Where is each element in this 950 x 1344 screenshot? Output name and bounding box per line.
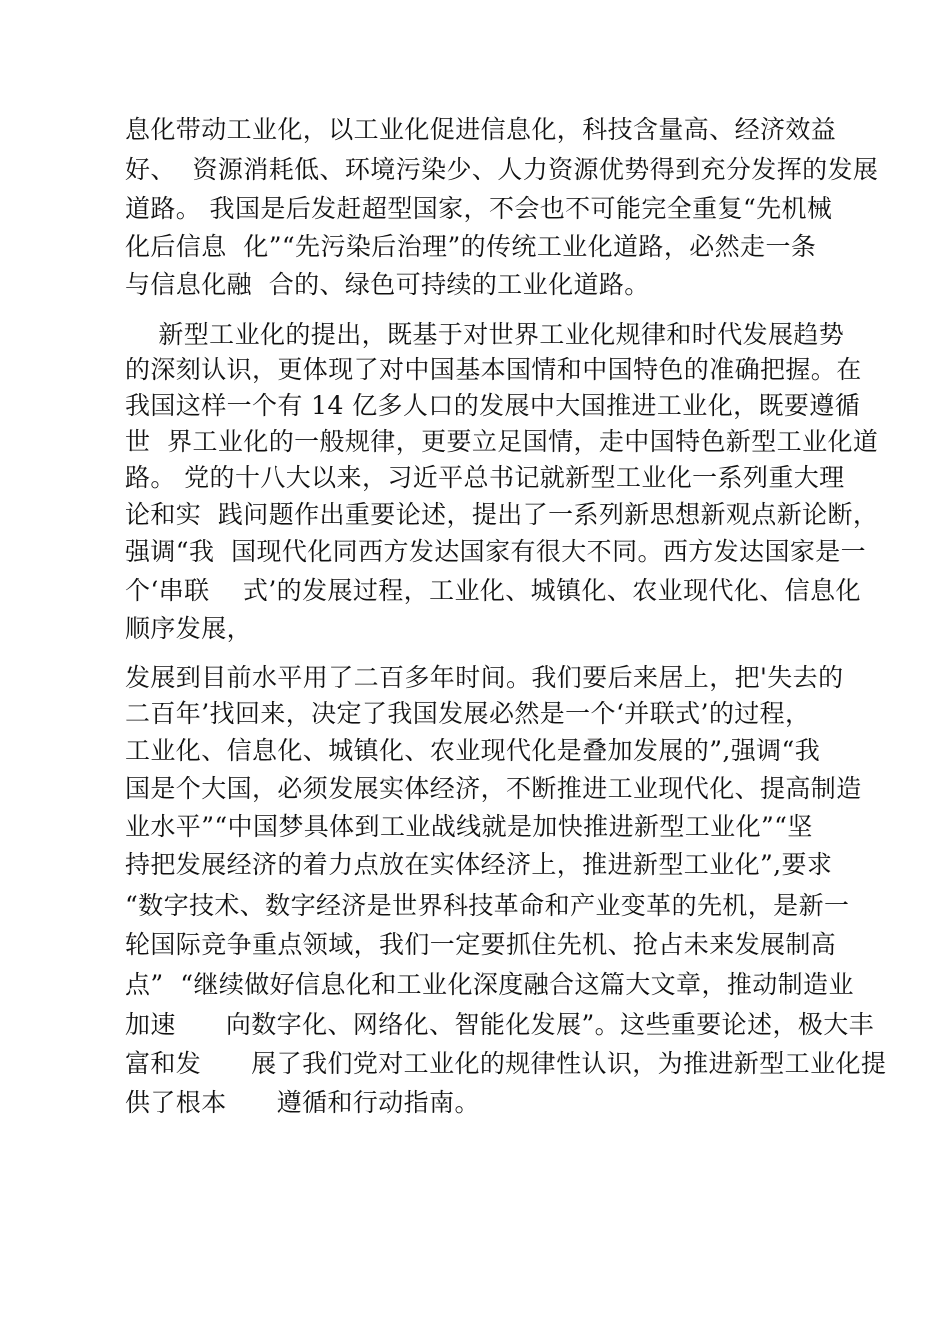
text-line: 发展到目前水平用了二百多年时间。我们要后来居上，把'失去的 (125, 663, 844, 692)
text-line: 息化带动工业化，以工业化促进信息化，科技含量高、经济效益 (125, 115, 837, 144)
text-line: “数字技术、数字经济是世界科技革命和产业变革的先机，是新一 (125, 891, 850, 920)
text-line: 世 界工业化的一般规律，更要立足国情，走中国特色新型工业化道 (125, 427, 879, 456)
text-line: 持把发展经济的着力点放在实体经济上，推进新型工业化”,要求 (125, 850, 833, 879)
text-line: 的深刻认识，更体现了对中国基本国情和中国特色的准确把握。在 (125, 355, 862, 384)
text-line: 工业化、信息化、城镇化、农业现代化是叠加发展的”,强调“我 (125, 736, 821, 765)
text-line: 个‘串联 式’的发展过程，工业化、城镇化、农业现代化、信息化 (125, 576, 861, 605)
text-line: 轮国际竞争重点领域，我们一定要抓住先机、抢占未来发展制高 (125, 930, 837, 959)
text-line: 加速 向数字化、网络化、智能化发展”。这些重要论述，极大丰 (125, 1010, 875, 1039)
text-line: 新型工业化的提出，既基于对世界工业化规律和时代发展趋势 (125, 320, 845, 349)
text-line: 化后信息 化”“先污染后治理”的传统工业化道路，必然走一条 (125, 232, 817, 261)
text-line: 好、 资源消耗低、环境污染少、人力资源优势得到充分发挥的发展 (125, 155, 879, 184)
text-line: 顺序发展， (125, 614, 253, 643)
text-line: 供了根本 遵循和行动指南。 (125, 1088, 480, 1117)
text-line: 富和发 展了我们党对工业化的规律性认识，为推进新型工业化提 (125, 1049, 887, 1078)
text-line: 道路。 我国是后发赶超型国家，不会也不可能完全重复“先机械 (125, 194, 833, 223)
text-line: 与信息化融 合的、绿色可持续的工业化道路。 (125, 270, 650, 299)
text-line: 二百年’找回来，决定了我国发展必然是一个‘并联式’的过程， (125, 699, 811, 728)
text-line: 点” “继续做好信息化和工业化深度融合这篇大文章，推动制造业 (125, 970, 854, 999)
text-line: 论和实 践问题作出重要论述，提出了一系列新思想新观点新论断， (125, 500, 879, 529)
text-line: 国是个大国，必须发展实体经济，不断推进工业现代化、提高制造 (125, 774, 862, 803)
text-line: 强调“我 国现代化同西方发达国家有很大不同。西方发达国家是一 (125, 537, 867, 566)
text-line: 业水平”“中国梦具体到工业战线就是加快推进新型工业化”“坚 (125, 812, 813, 841)
text-line: 我国这样一个有 14 亿多人口的发展中大国推进工业化，既要遵循 (125, 391, 861, 420)
text-line: 路。 党的十八大以来，习近平总书记就新型工业化一系列重大理 (125, 463, 845, 492)
